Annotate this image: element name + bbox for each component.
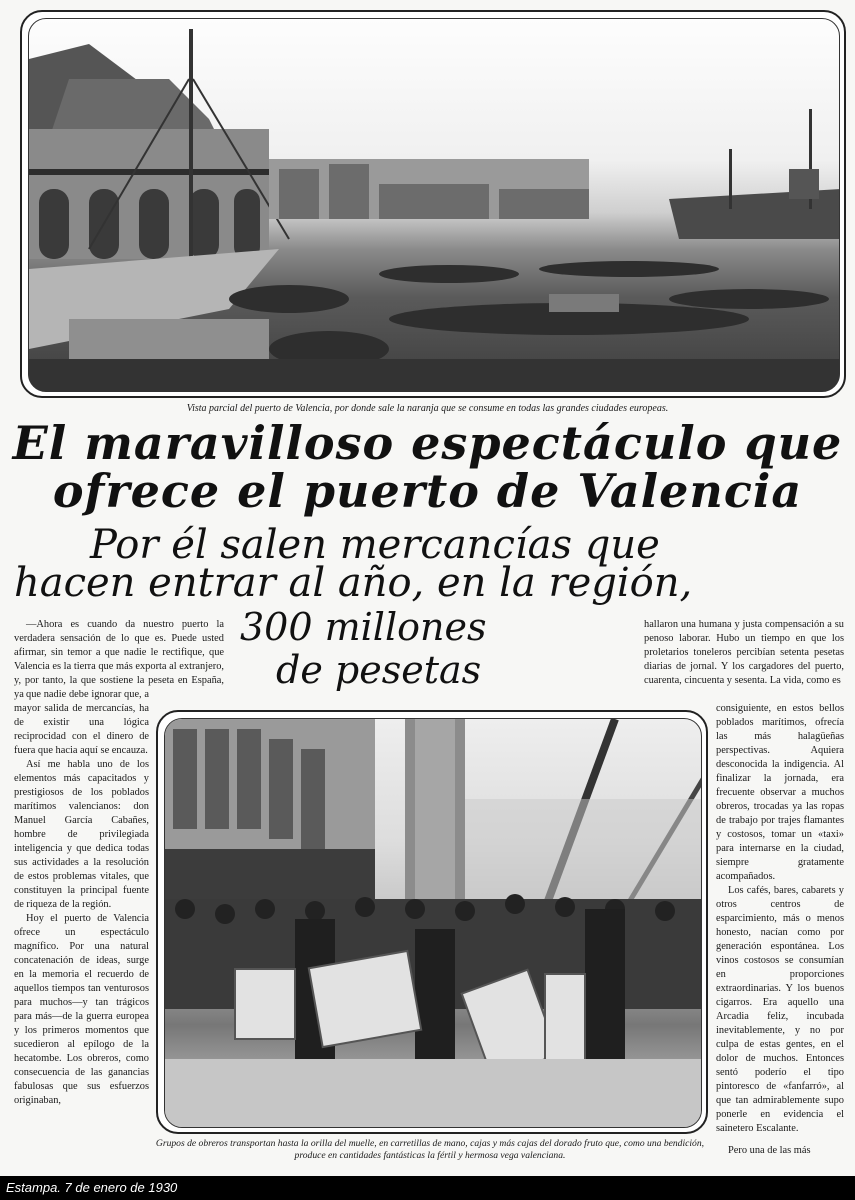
subheadline-line-3: 300 millones [240,605,487,649]
paragraph: Hoy el puerto de Valencia ofrece un espectáculo magnífico. Por una natural concatenación de ideas, surge en la memoria el recuerdo de aquellos tiempos tan venturosos para muchos—y tan trágicos para más—de la guerra europea y los primeros momentos que sucedieron al epílogo de la hecatombe. Los obreros, como consecuencia de las ganancias fabulosas que sus esfuerzos originaban, [14,913,149,1106]
subheadline-line-2: hacen entrar al año, en la región, [14,560,693,606]
workers-photo [156,710,708,1134]
port-photo [20,10,846,398]
paragraph: hallaron una humana y justa compensación a su penoso laborar. Hubo un tiempo en que los proletarios toneleros percibían setenta pesetas diarias de jornal. Y los cargadores del puerto, cuarenta, cincuenta y sesenta. La vida, como es [644,619,844,686]
paragraph: Pero una de las más [728,1145,811,1156]
subheadline-line-1: Por él salen mercancías que [90,522,660,568]
paragraph: —Ahora es cuando da nuestro puerto la verdadera sensación de lo que es. Puede usted afirmar, sin temor a que nadie le rectifique, que Valencia es la tierra que más exporta al extranjero, y, por tanto, la que sostiene la peseta en España, ya [14,619,224,700]
paragraph: que nadie debe ignorar que, a mayor salida de mercancías, ha de existir una lógica reciprocidad con el dinero de fuera que hacia aquí se encauza. [14,689,149,756]
paragraph: Así me habla uno de los elementos más capacitados y prestigiosos de los poblados marítimos valencianos: don Manuel García Cabañes, hombre de privilegiada inteligencia y que dedica todas sus actividades a la resolución de estos problemas vitales, que constituyen la principal fuente de riqueza de la región. [14,759,149,910]
right-column [716,702,844,1158]
headline [10,416,845,518]
workers-photo-illustration [165,719,702,1128]
headline-line-2: ofrece el puerto de Valencia [52,464,803,518]
top-photo-caption: Vista parcial del puerto de Valencia, por donde sale la naranja que se consume en todas las grandes ciudades europeas. [186,403,669,414]
right-column-top [644,618,844,688]
paragraph: Los cafés, bares, cabarets y otros centros de esparcimiento, más o menos honesto, nacían como por generación espontánea. Los vinos costosos se consumían en proporciones extraordinarias. Y los buenos cigarros. Era aquello una Arcadia feliz, incubada inevitablemente, y no por culpa de estas gentes, en el dolor de muchos. Entonces sentó poderío el tipo pintoresco de «fanfarró», al que tan admirablemente supo ponerle en evidencia el sainetero Escalante. [716,885,844,1134]
port-photo-illustration [29,19,840,392]
middle-photo-caption: Grupos de obreros transportan hasta la orilla del muelle, en carretillas de mano, cajas y más cajas del dorado fruto que, como una bendición, produce en cantidades fantásticas la fértil y hermosa vega valenciana. [155,1138,705,1161]
subheadline-line-4: de pesetas [276,648,482,692]
paragraph: consiguiente, en estos bellos poblados marítimos, ofrecía las más halagüeñas perspectivas. Aquiera desconocida la indigencia. Al finalizar la jornada, era frecuente observar a muchos obreros, trocadas ya las ropas de trabajo por trajes flamantes y costosos, tomar un «taxi» para internarse en la ciudad, siempre gratamente acompañados. [716,703,844,882]
headline-line-1: El maravilloso espectáculo que [12,416,843,470]
port-photo-image [28,18,840,392]
left-column [14,688,149,1108]
workers-photo-image [164,718,702,1128]
source-footer: Estampa. 7 de enero de 1930 [0,1176,855,1200]
